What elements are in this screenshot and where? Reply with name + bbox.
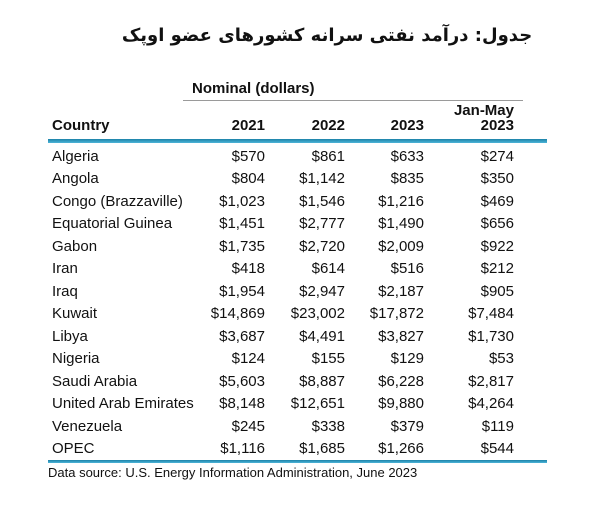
- country-cell: Kuwait: [52, 305, 98, 323]
- table-row: [48, 393, 547, 416]
- value-cell: $1,954: [219, 282, 265, 300]
- table-row: [48, 258, 547, 281]
- value-cell: $1,730: [468, 327, 514, 345]
- country-cell: Equatorial Guinea: [52, 215, 173, 233]
- value-cell: $8,148: [219, 395, 265, 413]
- country-cell: Saudi Arabia: [52, 372, 138, 390]
- value-cell: $922: [480, 237, 514, 255]
- group-header-underline: [183, 100, 523, 101]
- value-cell: $5,603: [219, 372, 265, 390]
- value-cell: $12,651: [290, 395, 345, 413]
- source-note: Data source: U.S. Energy Information Administration, June 2023: [48, 465, 418, 480]
- value-cell: $1,116: [220, 440, 265, 458]
- country-cell: OPEC: [52, 440, 95, 458]
- value-cell: $53: [488, 350, 514, 368]
- value-cell: $2,817: [468, 372, 514, 390]
- value-cell: $23,002: [290, 305, 345, 323]
- value-cell: $9,880: [378, 395, 424, 413]
- value-cell: $1,546: [299, 192, 345, 210]
- column-header-2021: 2021: [231, 117, 265, 134]
- value-cell: $7,484: [468, 305, 514, 323]
- value-cell: $2,947: [299, 282, 345, 300]
- table-row: [48, 415, 547, 438]
- value-cell: $3,687: [219, 327, 265, 345]
- footer-rule: [48, 460, 547, 463]
- value-cell: $212: [480, 260, 514, 278]
- value-cell: $1,023: [219, 192, 265, 210]
- value-cell: $350: [480, 170, 514, 188]
- value-cell: $155: [311, 350, 345, 368]
- country-cell: Libya: [52, 327, 88, 345]
- country-cell: Gabon: [52, 237, 98, 255]
- country-cell: Venezuela: [52, 417, 123, 435]
- value-cell: $6,228: [378, 372, 424, 390]
- value-cell: $1,266: [378, 440, 424, 458]
- value-cell: $804: [231, 170, 265, 188]
- table-row: [48, 190, 547, 213]
- value-cell: $119: [481, 417, 514, 435]
- value-cell: $418: [231, 260, 265, 278]
- value-cell: $3,827: [378, 327, 424, 345]
- value-cell: $129: [390, 350, 424, 368]
- value-cell: $544: [480, 440, 514, 458]
- value-cell: $861: [311, 147, 345, 165]
- table-row: [48, 145, 547, 168]
- value-cell: $124: [231, 350, 265, 368]
- column-header-2022: 2022: [311, 117, 345, 134]
- value-cell: $835: [390, 170, 424, 188]
- column-header-janmay-2023: 2023: [480, 117, 514, 134]
- column-header-country: Country: [52, 117, 110, 134]
- value-cell: $2,009: [378, 237, 424, 255]
- page-title: جدول: درآمد نفتی سرانه کشورهای عضو اوپک: [121, 25, 533, 46]
- column-header-janmay: Jan-May: [453, 102, 514, 119]
- value-cell: $2,720: [299, 237, 345, 255]
- country-cell: Iraq: [52, 282, 78, 300]
- table-body: [48, 145, 547, 460]
- table-row: [48, 370, 547, 393]
- value-cell: $1,735: [219, 237, 265, 255]
- table-row: [48, 168, 547, 191]
- table-row: [48, 325, 547, 348]
- table-row: [48, 235, 547, 258]
- value-cell: $516: [390, 260, 424, 278]
- value-cell: $656: [480, 215, 514, 233]
- value-cell: $469: [480, 192, 514, 210]
- value-cell: $4,264: [468, 395, 514, 413]
- value-cell: $2,777: [299, 215, 345, 233]
- table-row: [48, 280, 547, 303]
- value-cell: $245: [231, 417, 265, 435]
- value-cell: $379: [390, 417, 424, 435]
- value-cell: $17,872: [369, 305, 424, 323]
- value-cell: $1,685: [299, 440, 345, 458]
- value-cell: $8,887: [299, 372, 345, 390]
- table-row: [48, 348, 547, 371]
- country-cell: Nigeria: [52, 350, 100, 368]
- table-row: [48, 438, 547, 461]
- value-cell: $1,142: [299, 170, 345, 188]
- country-cell: Algeria: [52, 147, 99, 165]
- header-rule: [48, 139, 547, 143]
- country-cell: Congo (Brazzaville): [52, 192, 183, 210]
- value-cell: $905: [480, 282, 514, 300]
- table-header-row: [48, 114, 547, 134]
- value-cell: $2,187: [378, 282, 424, 300]
- table-row: [48, 303, 547, 326]
- value-cell: $4,491: [299, 327, 345, 345]
- value-cell: $274: [480, 147, 514, 165]
- value-cell: $570: [231, 147, 265, 165]
- value-cell: $338: [311, 417, 345, 435]
- table-row: [48, 213, 547, 236]
- country-cell: Angola: [52, 170, 99, 188]
- country-cell: Iran: [52, 260, 78, 278]
- value-cell: $14,869: [210, 305, 265, 323]
- value-cell: $614: [311, 260, 345, 278]
- value-cell: $1,216: [378, 192, 424, 210]
- value-cell: $633: [390, 147, 424, 165]
- column-header-2023: 2023: [390, 117, 424, 134]
- country-cell: United Arab Emirates: [52, 395, 194, 413]
- group-header-nominal: Nominal (dollars): [192, 80, 315, 97]
- value-cell: $1,490: [378, 215, 424, 233]
- value-cell: $1,451: [219, 215, 265, 233]
